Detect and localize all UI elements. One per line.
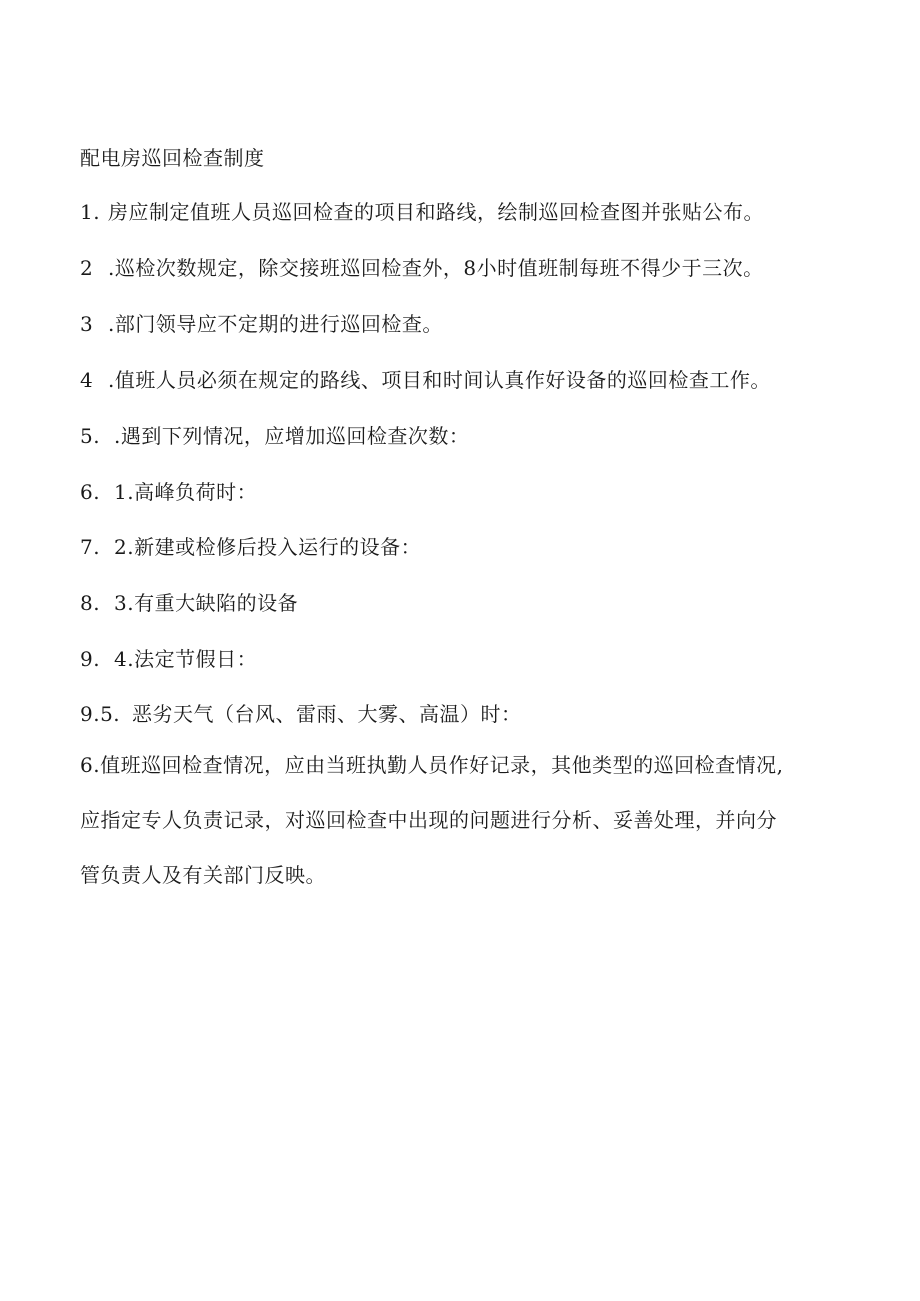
item-number: 2 bbox=[80, 256, 94, 280]
list-item bbox=[80, 700, 522, 728]
paragraph-line: 6.值班巡回检查情况，应由当班执勤人员作好记录，其他类型的巡回检查情况, bbox=[80, 753, 784, 777]
item-number: 9. bbox=[80, 647, 101, 671]
item-number: 8. bbox=[80, 591, 101, 615]
list-item bbox=[80, 310, 443, 338]
list-item bbox=[80, 422, 469, 450]
item-text: 房应制定值班人员巡回检查的项目和路线，绘制巡回检查图并张贴公布。 bbox=[108, 200, 764, 224]
item-number: 7. bbox=[80, 535, 101, 559]
item-text: 恶劣天气（台风、雷雨、大雾、高温）时： bbox=[132, 702, 522, 726]
item-text: .遇到下列情况，应增加巡回检查次数： bbox=[114, 424, 470, 448]
list-item bbox=[80, 589, 298, 617]
list-item bbox=[80, 533, 421, 561]
item-number: 1. bbox=[80, 200, 101, 224]
item-text: .值班人员必须在规定的路线、项目和时间认真作好设备的巡回检查工作。 bbox=[108, 368, 771, 392]
item-text: .部门领导应不定期的进行巡回检查。 bbox=[108, 312, 443, 336]
paragraph-line: 管负责人及有关部门反映。 bbox=[80, 863, 326, 887]
item-text: .巡检次数规定，除交接班巡回检查外，8小时值班制每班不得少于三次。 bbox=[108, 256, 764, 280]
list-item bbox=[80, 645, 257, 673]
list-item bbox=[80, 478, 257, 506]
item-text: 1.高峰负荷时： bbox=[114, 480, 258, 504]
list-item bbox=[80, 366, 771, 394]
item-number: 9.5. bbox=[80, 702, 121, 726]
item-number: 4 bbox=[80, 368, 94, 392]
item-text: 2.新建或检修后投入运行的设备： bbox=[114, 535, 422, 559]
item-number: 5. bbox=[80, 424, 101, 448]
item-text: 3.有重大缺陷的设备 bbox=[114, 591, 299, 615]
list-item bbox=[80, 254, 764, 282]
item-number: 6. bbox=[80, 480, 101, 504]
paragraph-line: 应指定专人负责记录，对巡回检查中出现的问题进行分析、妥善处理，并向分 bbox=[80, 808, 777, 832]
item-text: 4.法定节假日： bbox=[114, 647, 258, 671]
item-number: 3 bbox=[80, 312, 94, 336]
document-title: 配电房巡回检查制度 bbox=[80, 146, 265, 170]
list-item bbox=[80, 198, 764, 226]
